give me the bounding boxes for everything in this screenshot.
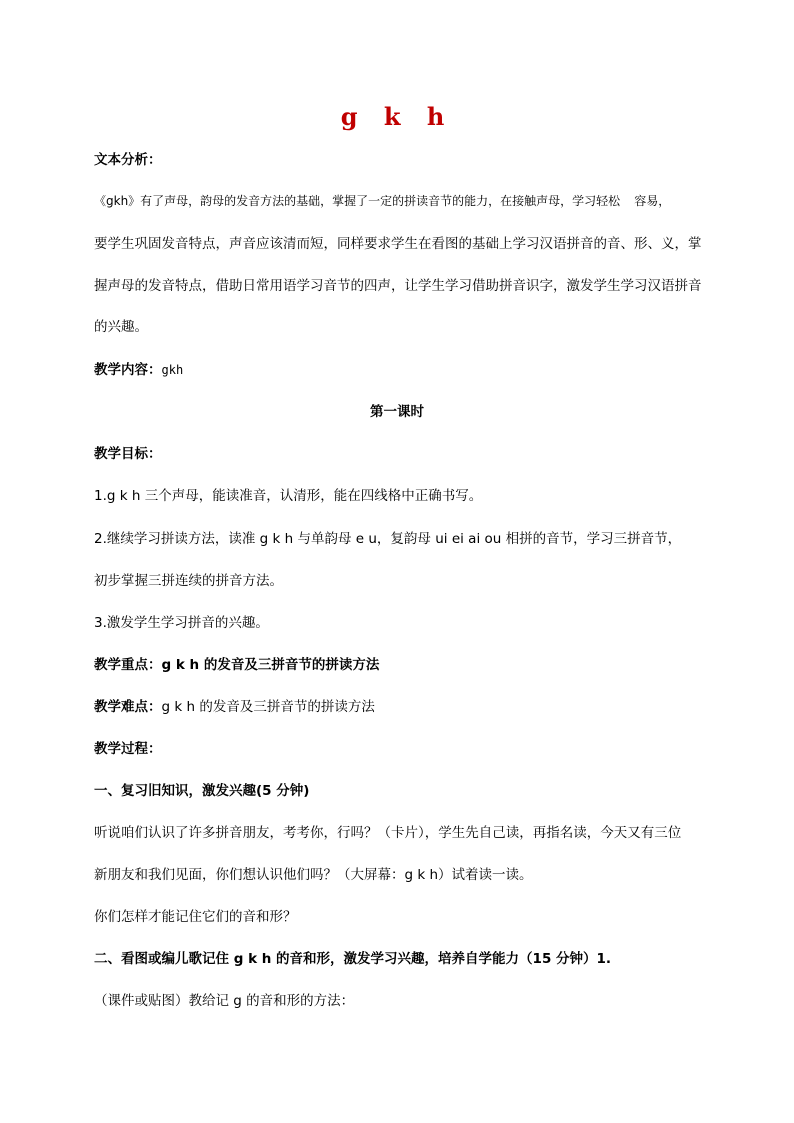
step-1-paragraph-line-3: 你们怎样才能记住它们的音和形？ — [94, 909, 297, 925]
goals-heading: 教学目标： — [94, 446, 162, 462]
analysis-paragraph-line-4: 的兴趣。 — [94, 319, 148, 335]
difficult-point-value: g k h 的发音及三拼音节的拼读方法 — [161, 699, 375, 715]
analysis-heading: 文本分析： — [94, 152, 162, 168]
goal-1: 1.g k h 三个声母，能读准音，认清形，能在四线格中正确书写。 — [94, 488, 483, 504]
process-heading: 教学过程： — [94, 741, 162, 757]
step-1-paragraph-line-1: 听说咱们认识了许多拼音朋友，考考你，行吗？（卡片），学生先自己读，再指名读，今天又有三位 — [94, 825, 682, 841]
analysis-paragraph-line-2: 要学生巩固发音特点，声音应该清而短，同样要求学生在看图的基础上学习汉语拼音的音、形、义，掌 — [94, 236, 702, 252]
analysis-line-1-text: 《gkh》有了声母，韵母的发音方法的基础，掌握了一定的拼读音节的能力，在接触声母，学习轻松 — [94, 194, 621, 208]
step-1-paragraph-line-2: 新朋友和我们见面，你们想认识他们吗？（大屏幕：g k h）试着读一读。 — [94, 867, 533, 883]
lesson-heading: 第一课时 — [370, 404, 424, 420]
analysis-paragraph-line-1 — [94, 192, 670, 210]
document-title: g k h — [340, 102, 454, 131]
teaching-content-value: gkh — [161, 363, 184, 377]
teaching-content-label: 教学内容： — [94, 362, 162, 378]
key-point — [94, 656, 379, 674]
analysis-paragraph-line-3: 握声母的发音特点，借助日常用语学习音节的四声，让学生学习借助拼音识字，激发学生学习汉语拼音 — [94, 278, 702, 294]
goal-2-continued: 初步掌握三拼连续的拼音方法。 — [94, 573, 283, 589]
step-1-heading: 一、复习旧知识，激发兴趣(5 分钟) — [94, 783, 310, 799]
step-2-heading: 二、看图或编儿歌记住 g k h 的音和形，激发学习兴趣，培养自学能力（15 分钟）1. — [94, 951, 612, 967]
step-2-paragraph-line-1: （课件或贴图）教给记 g 的音和形的方法： — [94, 993, 355, 1009]
key-point-value: g k h 的发音及三拼音节的拼读方法 — [161, 657, 380, 673]
analysis-line-1-end: 容易， — [634, 194, 671, 208]
goal-2: 2.继续学习拼读方法，读准 g k h 与单韵母 e u，复韵母 ui ei ai ou 相拼的音节，学习三拼音节， — [94, 531, 682, 547]
teaching-content — [94, 361, 183, 379]
difficult-point-label: 教学难点： — [94, 699, 162, 715]
goal-3: 3.激发学生学习拼音的兴趣。 — [94, 615, 269, 631]
difficult-point — [94, 698, 375, 716]
key-point-label: 教学重点： — [94, 657, 162, 673]
